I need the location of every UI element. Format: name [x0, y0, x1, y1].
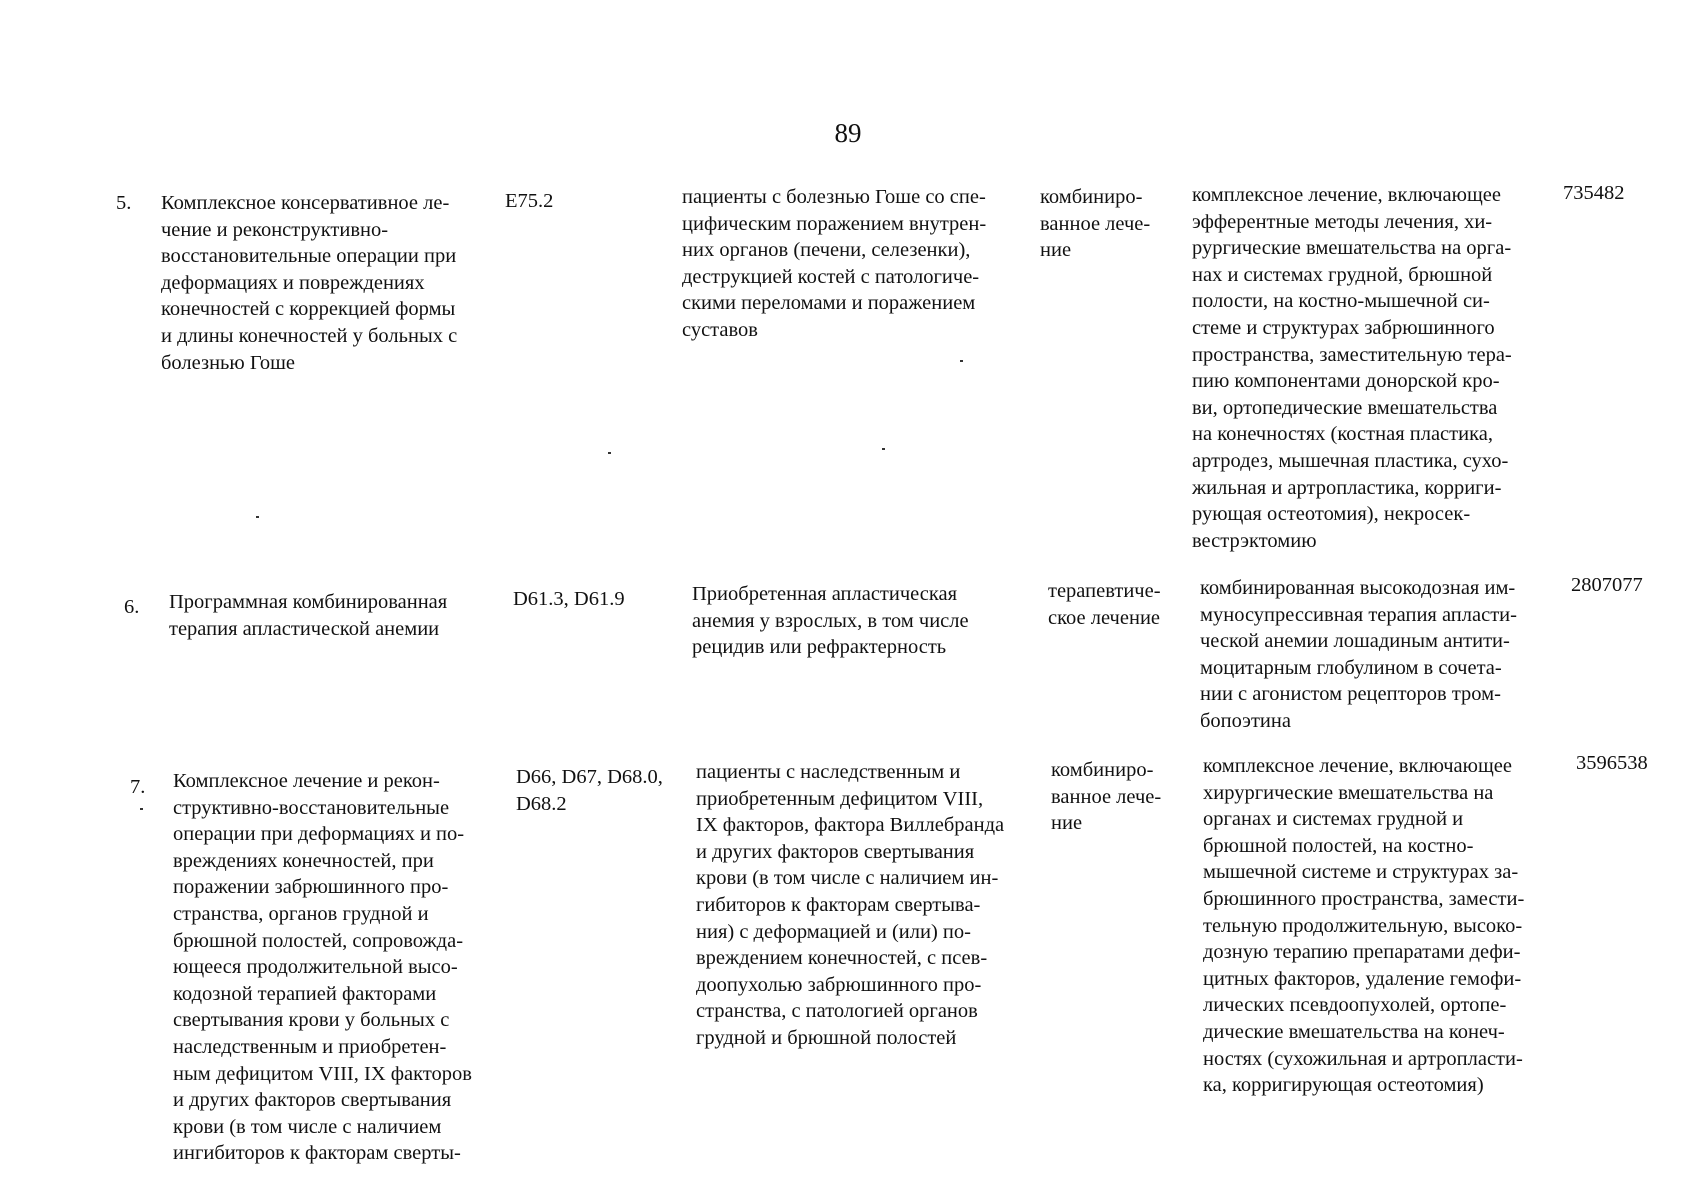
row-number: 6.: [124, 596, 140, 618]
scan-speck: [960, 360, 963, 362]
cost-value: 3596538: [1576, 752, 1648, 774]
row-number: 5.: [116, 192, 132, 214]
icd-code: D61.3, D61.9: [513, 588, 625, 610]
treatment-type: комбиниро- ванное лече- ние: [1040, 186, 1151, 262]
procedure-name: Комплексное лечение и рекон- структивно-восстановительные операции при деформациях и по- вреждениях конечностей, при поражении забрюшинного про- странства, органов грудной и брюшной полостей, сопровожда- ющееся продолжительной высо- кодозной терапией факторами свертывания крови у больных с наследственным и приобретен- ным дефицитом VIII, IX факторов и других факторов свертывания крови (в том числе с наличием ингибиторов к факторам сверты-: [173, 770, 472, 1165]
procedure-name: Комплексное консервативное ле- чение и реконструктивно- восстановительные операции при деформациях и повреждениях конечностей с коррекцией формы и длины конечностей у больных с болезнью Гоше: [161, 192, 458, 374]
icd-code: E75.2: [505, 190, 554, 212]
treatment-type: терапевтиче- ское лечение: [1048, 580, 1161, 629]
treatment-type: комбиниро- ванное лече- ние: [1051, 759, 1162, 835]
procedure-name: Программная комбинированная терапия апластической анемии: [169, 591, 448, 640]
scan-speck: [140, 808, 143, 810]
patient-model: Приобретенная апластическая анемия у взрослых, в том числе рецидив или рефрактерность: [692, 583, 969, 659]
treatment-method: комплексное лечение, включающее эфферентные методы лечения, хи- рургические вмешательства на орга- нах и системах грудной, брюшной полости, на костно-мышечной си- стеме и структурах забрюшинного пространства, заместительную тера- пию компонентами донорской кро- ви, ортопедические вмешательства на конечностях (костная пластика, артродез, мышечная пластика, сухо- жильная и артропластика, корриги- рующая остеотомия), некросек- вестрэктомию: [1192, 184, 1512, 552]
page-number: 89: [834, 118, 862, 148]
cost-value: 735482: [1563, 182, 1625, 204]
icd-code: D66, D67, D68.0, D68.2: [516, 766, 663, 815]
treatment-method: комплексное лечение, включающее хирургические вмешательства на органах и системах грудной и брюшной полостей, на костно- мышечной системе и структурах за- брюшинного пространства, замести- тельную продолжительную, высоко- дозную терапию препаратами дефи- цитных факторов, удаление гемофи- лических псевдоопухолей, ортопе- дические вмешательства на конеч- ностях (сухожильная и артропласти- ка, корригирующая остеотомия): [1203, 755, 1525, 1097]
row-number: 7.: [130, 776, 146, 798]
patient-model: пациенты с болезнью Гоше со спе- цифическим поражением внутрен- них органов (печени, селезенки), деструкцией костей с патологиче- скими переломами и поражением суставов: [682, 186, 987, 341]
cost-value: 2807077: [1571, 574, 1643, 596]
scan-speck: [256, 516, 259, 518]
scan-speck: [608, 452, 611, 454]
scan-speck: [882, 448, 885, 450]
patient-model: пациенты с наследственным и приобретенным дефицитом VIII, IX факторов, фактора Виллебранда и других факторов свертывания крови (в том числе с наличием ин- гибиторов к факторам свертыва- ния) с деформацией и (или) по- вреждением конечностей, с псев- доопухолью забрюшинного про- странства, с патологией органов грудной и брюшной полостей: [696, 761, 1005, 1049]
treatment-method: комбинированная высокодозная им- муносупрессивная терапия апласти- ческой анемии лошадиным антити- моцитарным глобулином в сочета- нии с агонистом рецепторов тром- бопоэтина: [1200, 577, 1517, 732]
